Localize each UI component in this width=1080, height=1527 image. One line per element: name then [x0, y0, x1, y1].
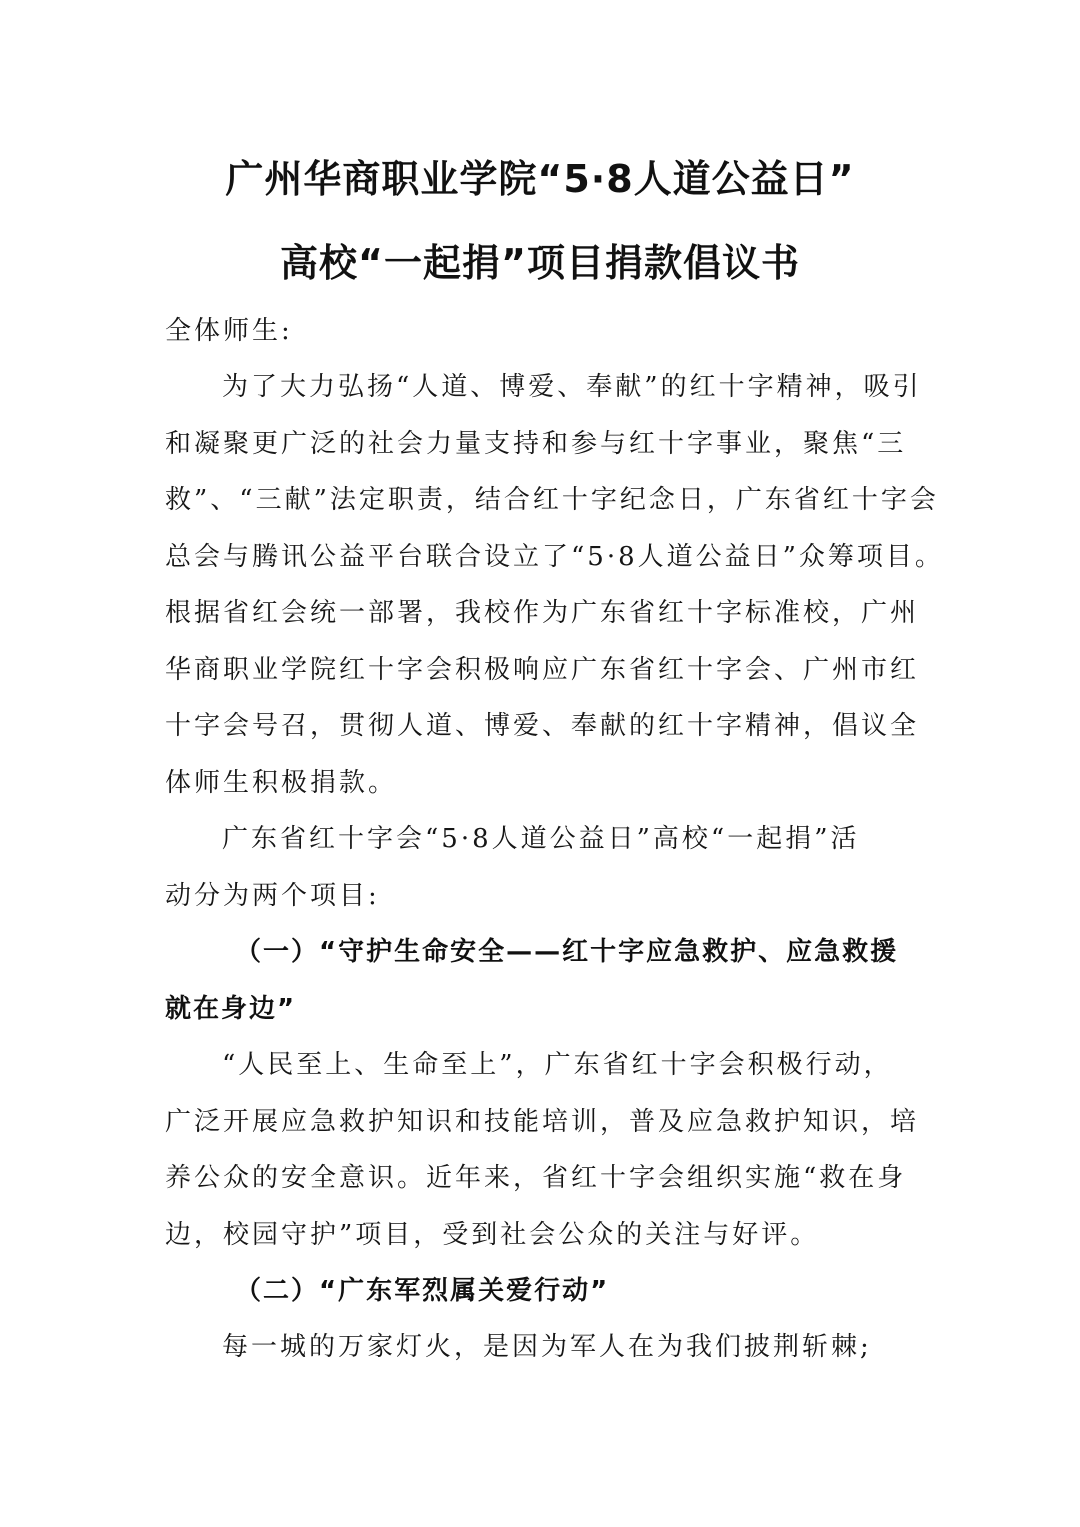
paragraph-line: 广泛开展应急救护知识和技能培训，普及应急救护知识，培 [165, 1106, 920, 1137]
section-heading-1 [165, 924, 925, 1037]
paragraph-projects-overview [165, 811, 925, 924]
document-title-line-1: 广州华商职业学院“5·8人道公益日” [225, 157, 855, 201]
salutation-text: 全体师生: [165, 316, 293, 346]
document-title-line-2: 高校“一起捐”项目捐款倡议书 [280, 241, 800, 285]
section-heading-line: 就在身边” [165, 993, 297, 1024]
paragraph-line: 体师生积极捐款。 [165, 767, 398, 798]
paragraph-line: 十字会号召，贯彻人道、博爱、奉献的红十字精神，倡议全 [165, 711, 920, 741]
paragraph-line: 和凝聚更广泛的社会力量支持和参与红十字事业，聚焦“三 [165, 428, 907, 459]
section-heading-line: （一）“守护生命安全——红十字应急救护、应急救援 [235, 937, 899, 967]
paragraph-emergency-rescue [165, 1037, 925, 1263]
paragraph-line: 动分为两个项目: [165, 880, 380, 911]
paragraph-line: 养公众的安全意识。近年来，省红十字会组织实施“救在身 [165, 1163, 907, 1193]
paragraph-intro [165, 359, 944, 811]
paragraph-military-families [165, 1319, 925, 1376]
paragraph-line: 边，校园守护”项目，受到社会公众的关注与好评。 [165, 1219, 820, 1250]
paragraph-line: 广东省红十字会“5·8人道公益日”高校“一起捐”活 [222, 824, 860, 854]
paragraph-line: 每一城的万家灯火，是因为军人在为我们披荆斩棘; [222, 1332, 872, 1362]
paragraph-line: 为了大力弘扬“人道、博爱、奉献”的红十字精神，吸引 [222, 372, 922, 402]
section-heading-line: （二）“广东军烈属关爱行动” [235, 1276, 610, 1306]
paragraph-line: 华商职业学院红十字会积极响应广东省红十字会、广州市红 [165, 654, 920, 685]
paragraph-line: 总会与腾讯公益平台联合设立了“5·8人道公益日”众筹项目。 [165, 541, 944, 572]
section-heading-2 [165, 1263, 925, 1320]
paragraph-line: 根据省红会统一部署，我校作为广东省红十字标准校，广州 [165, 598, 920, 628]
salutation [165, 303, 925, 360]
paragraph-line: “人民至上、生命至上”，广东省红十字会积极行动， [222, 1050, 893, 1080]
paragraph-line: 救”、“三献”法定职责，结合红十字纪念日，广东省红十字会 [165, 485, 939, 515]
